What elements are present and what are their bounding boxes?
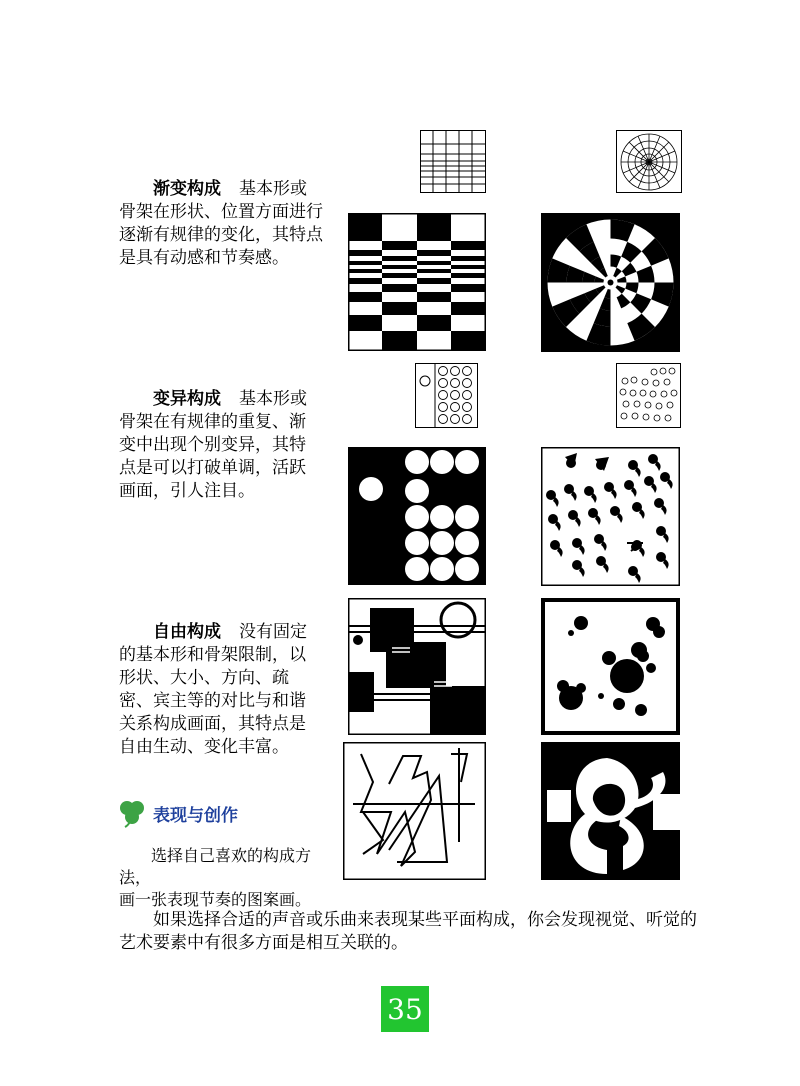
variation-circles-figure (348, 447, 486, 585)
free-shapes-figure (541, 742, 680, 880)
section-free-text: 自由构成 没有固定 的基本形和骨架限制，以 形状、大小、方向、疏 密、宾主等的对比与和谐 关系构成画面，其特点是 自由生动、变化丰富。 (119, 622, 307, 757)
term-free: 自由构成 (153, 622, 221, 642)
free-circles-figure (541, 598, 680, 735)
activity-text: 选择自己喜欢的构成方法， 画一张表现节奏的图案画。 (119, 846, 312, 909)
activity-heading (117, 798, 238, 828)
variation-dots-skeleton (616, 363, 681, 428)
radial-checker-figure (541, 213, 680, 352)
variation-fish-figure (541, 447, 680, 586)
term-gradient: 渐变构成 (153, 179, 221, 199)
activity-heading-text: 表现与创作 (153, 805, 238, 826)
section-variation-text: 变异构成 基本形或 骨架在有规律的重复、渐 变中出现个别变异，其特 点是可以打破单调，活跃 画面，引人注目。 (119, 389, 307, 501)
gradient-grid-skeleton (420, 130, 486, 193)
gradient-checker-figure (348, 213, 486, 351)
page-number: 35 (387, 992, 423, 1026)
free-geometric-figure (348, 598, 486, 735)
variation-grid-skeleton (415, 363, 478, 428)
term-variation: 变异构成 (153, 389, 221, 409)
section-gradient-text: 渐变构成 基本形或 骨架在形状、位置方面进行 逐渐有规律的变化，其特点 是具有动感和节奏感。 (119, 179, 323, 268)
page-number-badge (381, 986, 429, 1032)
free-lines-figure (343, 742, 486, 880)
closing-text: 如果选择合适的声音或乐曲来表现某些平面构成，你会发现视觉、听觉的 艺术要素中有很多方面是相互关联的。 (119, 910, 697, 953)
clover-icon (117, 798, 147, 828)
gradient-radial-skeleton (616, 130, 682, 193)
